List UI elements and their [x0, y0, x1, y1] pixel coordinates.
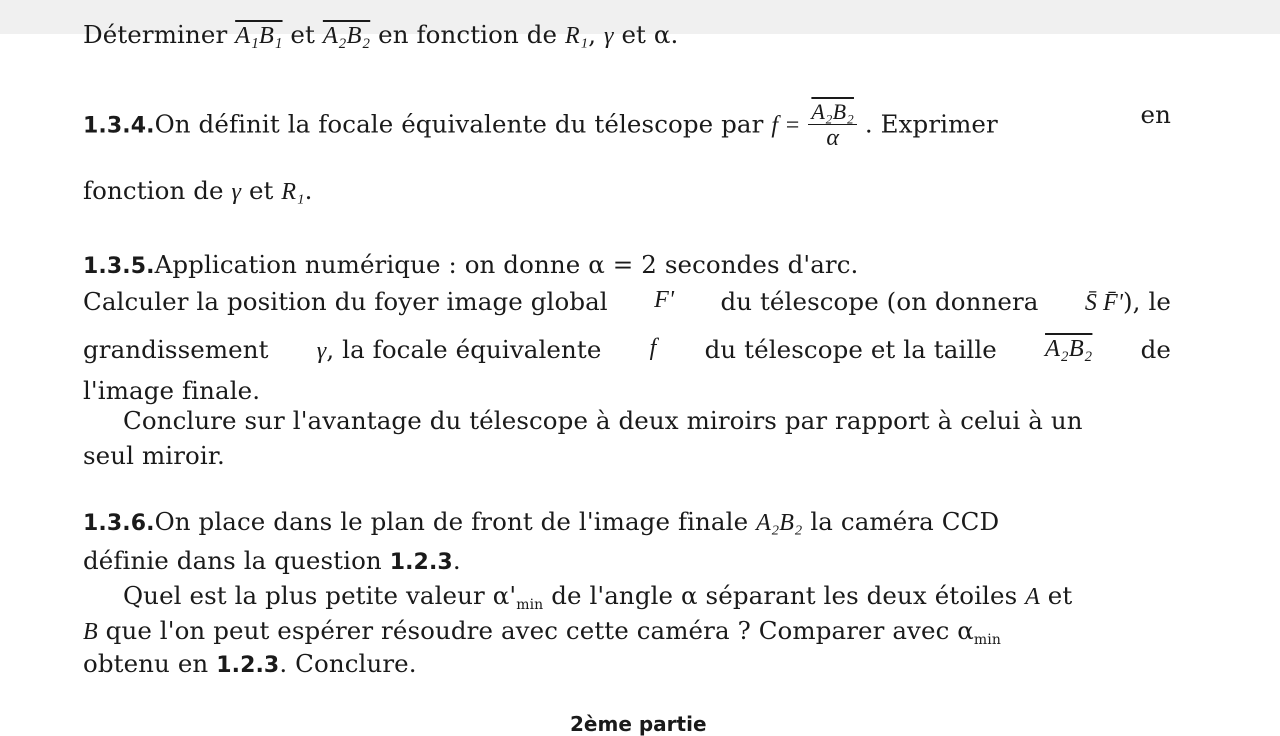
symbol-r1: R₁	[281, 179, 305, 205]
text: .	[452, 546, 461, 575]
text: et	[248, 176, 274, 205]
symbol-sf: S̄ F̄'	[1084, 290, 1124, 316]
question-1-3-5-line-4	[83, 376, 260, 405]
fraction-numerator: A₂B₂	[808, 100, 857, 125]
text: définie dans la question	[83, 546, 382, 575]
question-reference: 1.2.3	[389, 550, 453, 575]
text: du télescope (on donnera	[720, 287, 1039, 316]
subscript-min: min	[973, 632, 1001, 648]
text: l'image finale.	[83, 376, 261, 405]
question-1-3-5-line-6	[83, 441, 225, 470]
segment-a1b1: A₁B₁	[235, 22, 283, 49]
segment-a2b2: A₂B₂	[1045, 335, 1093, 362]
section-heading-partial: 2ème partie	[570, 712, 707, 736]
symbol-a2b2: A₂B₂	[756, 510, 803, 536]
text: et α.	[621, 20, 679, 49]
text: . Exprimer	[864, 109, 998, 139]
text: Déterminer	[83, 20, 228, 49]
question-1-3-5-line-2	[83, 287, 1171, 317]
question-1-3-6-line-5	[83, 649, 417, 678]
text: du télescope et la taille	[704, 335, 997, 364]
question-reference: 1.2.3	[216, 653, 280, 678]
text: et	[1047, 581, 1073, 610]
question-number: 1.3.5.	[83, 254, 155, 279]
text: , la focale équivalente	[326, 335, 602, 364]
text: . Conclure.	[279, 649, 417, 678]
question-1-3-5-line-5	[83, 406, 1083, 435]
text: ), le	[1123, 287, 1171, 316]
question-1-3-4	[83, 100, 1171, 152]
text: en	[1140, 100, 1171, 129]
symbol-gamma: γ	[316, 338, 327, 364]
text: la caméra CCD	[810, 507, 1000, 536]
question-1-3-6	[83, 507, 999, 537]
text: grandissement	[83, 335, 269, 364]
text: seul miroir.	[83, 441, 225, 470]
question-1-3-5-line-3	[83, 335, 1171, 365]
symbol-fprime: F'	[654, 287, 675, 313]
subscript-min: min	[516, 597, 544, 613]
text: que l'on peut espérer résoudre avec cette caméra ? Comparer avec α	[105, 616, 974, 645]
symbol-f: f =	[771, 112, 801, 139]
symbol-f: f	[649, 335, 657, 361]
question-1-3-5	[83, 250, 858, 279]
symbol-b: B	[83, 619, 98, 645]
text: et	[290, 20, 315, 49]
text: On place dans le plan de front de l'image finale	[154, 507, 749, 536]
question-1-3-6-line-2	[83, 546, 461, 575]
symbol-a: A	[1025, 584, 1040, 610]
question-1-3-4-line-2	[83, 176, 313, 206]
text: de l'angle α séparant les deux étoiles	[551, 581, 1018, 610]
text: Calculer la position du foyer image global	[83, 287, 608, 316]
text: ,	[588, 20, 597, 49]
text: Application numérique : on donne α = 2 secondes d'arc.	[154, 250, 859, 279]
segment-a2b2: A₂B₂	[322, 22, 371, 49]
text: obtenu en	[83, 649, 209, 678]
text: de	[1140, 335, 1171, 364]
text: .	[304, 176, 313, 205]
question-line-1	[83, 20, 678, 50]
symbol-gamma: γ	[603, 23, 614, 49]
question-1-3-6-line-3	[83, 581, 1072, 611]
text: fonction de	[83, 176, 224, 205]
text: Quel est la plus petite valeur α'	[123, 581, 517, 610]
text: On définit la focale équivalente du télescope par	[154, 109, 764, 139]
question-1-3-6-line-4	[83, 616, 1001, 646]
text: Conclure sur l'avantage du télescope à deux miroirs par rapport à celui à un	[123, 406, 1083, 435]
symbol-gamma: γ	[231, 179, 242, 205]
fraction	[808, 100, 857, 152]
symbol-r1: R₁	[564, 23, 589, 49]
question-number: 1.3.4.	[83, 113, 155, 139]
text: en fonction de	[378, 20, 558, 49]
fraction-denominator: α	[826, 125, 840, 152]
question-number: 1.3.6.	[83, 511, 155, 536]
